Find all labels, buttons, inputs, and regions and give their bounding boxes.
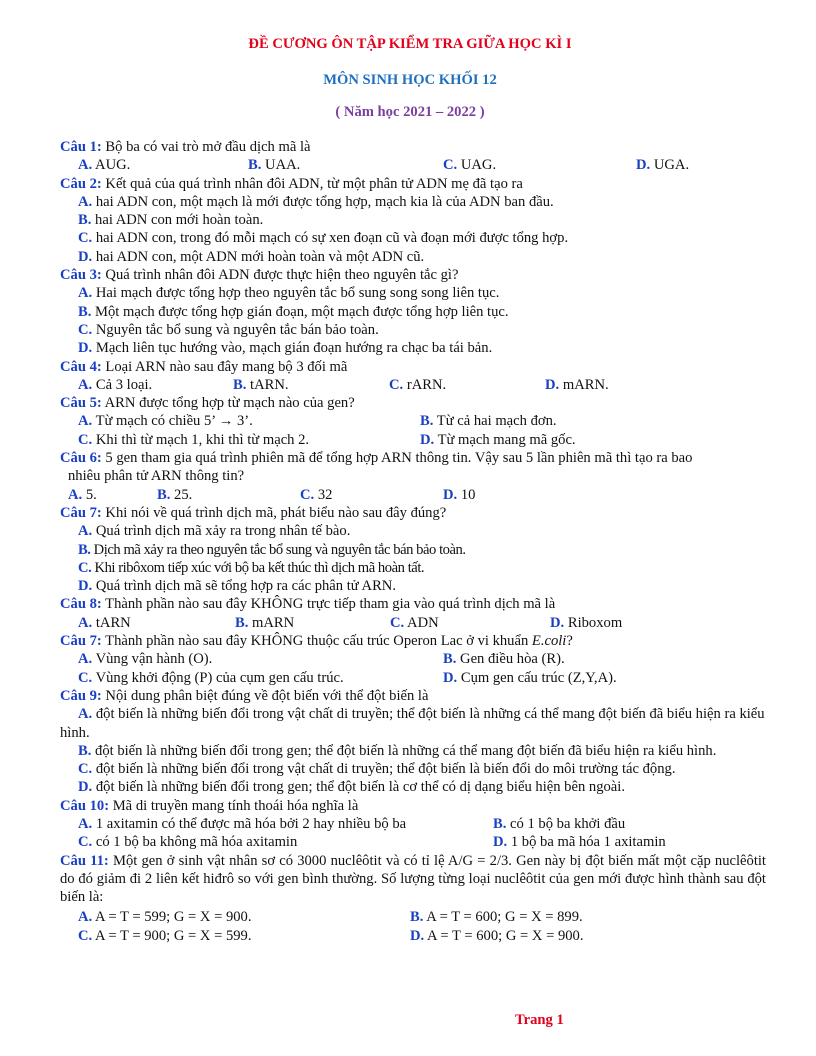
question-9	[60, 687, 766, 705]
question-text: Quá trình nhân đôi ADN được thực hiện theo nguyên tắc gì?	[101, 267, 459, 284]
option-a: A. Từ mạch có chiều 5’ → 3’.	[78, 413, 253, 430]
question-10	[60, 797, 766, 815]
option-a: A. AUG.	[78, 157, 131, 174]
option-c: C. ADN	[390, 614, 439, 631]
options-row	[60, 431, 766, 449]
options-row	[60, 927, 766, 945]
question-3	[60, 266, 766, 284]
document-title: ĐỀ CƯƠNG ÔN TẬP KIỂM TRA GIỮA HỌC KÌ I	[248, 36, 572, 52]
question-text: Loại ARN nào sau đây mang bộ 3 đối mã	[101, 358, 348, 375]
question-text: ARN được tổng hợp từ mạch nào của gen?	[101, 395, 355, 412]
option-d: D. hai ADN con, một ADN mới hoàn toàn và một ADN cũ.	[78, 248, 425, 265]
question-number: Câu 7:	[60, 504, 102, 521]
question-text: Kết quả của quá trình nhân đôi ADN, từ một phân tử ADN mẹ đã tạo ra	[101, 175, 523, 192]
question-number: Câu 9:	[60, 687, 102, 704]
question-number: Câu 5:	[60, 395, 102, 412]
option-a: A. Vùng vận hành (O).	[78, 651, 213, 668]
option-d: D. Quá trình dịch mã sẽ tổng hợp ra các phân tử ARN.	[78, 578, 396, 595]
options-row	[60, 669, 766, 687]
option-c: C. Nguyên tắc bổ sung và nguyên tắc bán bảo toàn.	[78, 321, 379, 338]
option-d: D. Riboxom	[550, 614, 623, 631]
question-text: Khi nói về quá trình dịch mã, phát biểu nào sau đây đúng?	[101, 504, 447, 521]
option-d: D. 10	[443, 486, 476, 503]
option-c: C. UAG.	[443, 157, 497, 174]
page-number: Trang 1	[515, 1012, 564, 1028]
question-text: Một gen ở sinh vật nhân sơ có 3000 nuclêôtit và có tỉ lệ A/G = 2/3. Gen này bị đột biến mất một cặp nuclêôtit do đó giảm đi 2 liên kết hiđrô so với gen bình thường. Số lượng từng loại nuclêôtit của gen mới được hình thành sau đột biến là:	[60, 852, 766, 906]
question-6	[60, 449, 766, 467]
question-2	[60, 175, 766, 193]
option-d: D. đột biến là những biến đổi trong gen; thể đột biến là cơ thể có dị dạng biểu hiện bên ngoài.	[78, 779, 625, 796]
option-d: D. mARN.	[545, 376, 609, 393]
option-c: C. 32	[300, 486, 333, 503]
question-number: Câu 6:	[60, 450, 102, 467]
subject-title: MÔN SINH HỌC KHỐI 12	[323, 72, 497, 88]
question-text: Bộ ba có vai trò mở đầu dịch mã là	[101, 139, 311, 155]
option-b: B. mARN	[235, 614, 295, 631]
option-a: A. 5.	[68, 486, 97, 503]
question-1	[60, 138, 766, 156]
question-number: Câu 3:	[60, 267, 102, 284]
question-text-continued: nhiêu phân tử ARN thông tin?	[68, 468, 245, 485]
question-text: Mã di truyền mang tính thoái hóa nghĩa là	[109, 797, 359, 814]
option-b: B. Dịch mã xảy ra theo nguyên tắc bổ sung và nguyên tắc bán bảo toàn.	[78, 541, 466, 558]
question-7	[60, 504, 766, 522]
option-a: A. 1 axitamin có thể được mã hóa bởi 2 hay nhiều bộ ba	[78, 815, 407, 832]
question-number: Câu 2:	[60, 175, 102, 192]
option-c: C. Khi thì từ mạch 1, khi thì từ mạch 2.	[78, 431, 310, 448]
options-row	[60, 908, 766, 926]
question-number: Câu 10:	[60, 797, 110, 814]
option-c: C. đột biến là những biến đổi trong vật chất di truyền; thể đột biến là biến đổi do môi trường tác động.	[78, 761, 676, 778]
options-row	[60, 815, 766, 833]
question-5	[60, 394, 766, 412]
question-text: Nội dung phân biệt đúng về đột biến với thể đột biến là	[101, 687, 429, 704]
question-number: Câu 4:	[60, 358, 102, 375]
option-b: B. hai ADN con mới hoàn toàn.	[78, 212, 264, 229]
question-7b: Câu 7: Thành phần nào sau đây KHÔNG thuộc cấu trúc Operon Lac ở vi khuẩn E.coli?	[60, 633, 573, 650]
options-row	[60, 614, 766, 632]
option-b: B. UAA.	[248, 157, 301, 174]
option-b: B. Một mạch được tổng hợp gián đoạn, một mạch được tổng hợp liên tục.	[78, 303, 509, 320]
option-b: B. Gen điều hòa (R).	[443, 651, 565, 668]
option-a: A. đột biến là những biến đổi trong vật chất di truyền; thể đột biến là những cá thể mang đột biến đã biểu hiện ra kiểu hình.	[60, 706, 765, 741]
question-8	[60, 595, 766, 613]
question-number: Câu 7:	[60, 633, 102, 650]
question-11	[60, 852, 766, 907]
option-a: A. Hai mạch được tổng hợp theo nguyên tắc bổ sung song song liên tục.	[78, 285, 500, 302]
option-b: B. đột biến là những biến đổi trong gen; thể đột biến là những cá thể mang đột biến đã biểu hiện ra kiểu hình.	[78, 742, 717, 759]
option-a: A. A = T = 599; G = X = 900.	[78, 909, 252, 926]
options-row	[60, 412, 766, 430]
options-row	[60, 833, 766, 851]
question-list	[60, 138, 766, 945]
option-c: C. Vùng khởi động (P) của cụm gen cấu trúc.	[78, 669, 344, 686]
question-4	[60, 358, 766, 376]
question-text: 5 gen tham gia quá trình phiên mã để tổng hợp ARN thông tin. Vậy sau 5 lần phiên mã thì tạo ra bao	[101, 450, 693, 467]
option-a: A. Cả 3 loại.	[78, 376, 153, 393]
option-d: D. 1 bộ ba mã hóa 1 axitamin	[493, 834, 666, 851]
question-number: Câu 11:	[60, 852, 109, 869]
option-a: A. Quá trình dịch mã xảy ra trong nhân tế bào.	[78, 523, 351, 540]
options-row	[60, 376, 766, 394]
options-row	[60, 156, 766, 174]
organism-name: E.coli	[531, 633, 567, 650]
question-number: Câu 1:	[60, 139, 102, 155]
options-row	[60, 486, 766, 504]
option-c: C. rARN.	[389, 376, 447, 393]
option-d: D. A = T = 600; G = X = 900.	[410, 927, 584, 944]
option-c: C. A = T = 900; G = X = 599.	[78, 927, 252, 944]
question-number: Câu 8:	[60, 596, 102, 613]
option-b: B. có 1 bộ ba khởi đầu	[493, 815, 626, 832]
options-row	[60, 650, 766, 668]
question-text: Thành phần nào sau đây KHÔNG thuộc cấu trúc Operon Lac ở vi khuẩn	[101, 633, 532, 650]
option-c: C. có 1 bộ ba không mã hóa axitamin	[78, 834, 298, 851]
option-a: A. tARN	[78, 614, 131, 631]
option-c: C. hai ADN con, trong đó mỗi mạch có sự xen đoạn cũ và đoạn mới được tổng hợp.	[78, 230, 569, 247]
option-a: A. hai ADN con, một mạch là mới được tổng hợp, mạch kia là của ADN ban đầu.	[78, 193, 554, 210]
option-d: D. Cụm gen cấu trúc (Z,Y,A).	[443, 669, 617, 686]
school-year: ( Năm học 2021 – 2022 )	[335, 104, 485, 120]
option-d: D. Từ mạch mang mã gốc.	[420, 431, 576, 448]
option-d: D. UGA.	[636, 157, 690, 174]
question-text: Thành phần nào sau đây KHÔNG trực tiếp tham gia vào quá trình dịch mã là	[101, 596, 556, 613]
option-b: B. A = T = 600; G = X = 899.	[410, 909, 583, 926]
option-b: B. 25.	[157, 486, 193, 503]
option-b: B. Từ cả hai mạch đơn.	[420, 413, 557, 430]
option-b: B. tARN.	[233, 376, 289, 393]
option-c: C. Khi ribôxom tiếp xúc với bộ ba kết thúc thì dịch mã hoàn tất.	[78, 559, 425, 576]
option-d: D. Mạch liên tục hướng vào, mạch gián đoạn hướng ra chạc ba tái bản.	[78, 340, 493, 357]
